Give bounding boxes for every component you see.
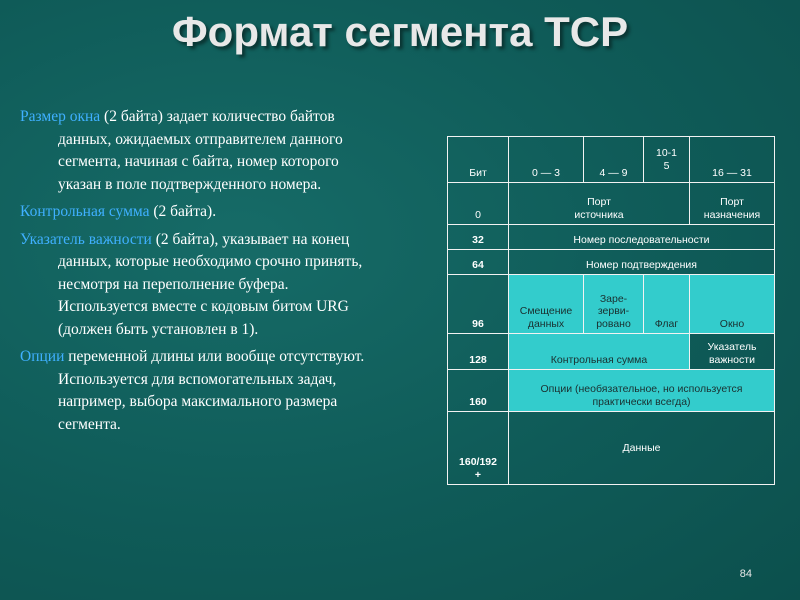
- table-row: [448, 183, 775, 225]
- sequence-number-cell: Номер последовательности: [509, 225, 775, 250]
- paragraph-urgent-pointer: [20, 229, 380, 342]
- table-row: [448, 334, 775, 370]
- header-bits-0-3: 0 — 3: [509, 137, 584, 183]
- slide-title: Формат сегмента TCP: [171, 8, 629, 55]
- table-row: [448, 275, 775, 334]
- data-offset-cell: Смещение данных: [509, 275, 584, 334]
- paragraph-options: [20, 346, 380, 436]
- source-port-cell: Порт источника: [509, 183, 690, 225]
- row-bit-number: 32: [448, 225, 509, 250]
- desc-options: переменной длины или вообще отсутствуют. Используется для вспомогательных задач, например, выбора максимального размера сегмента.: [58, 348, 365, 433]
- header-bits-10-15: 10-1 5: [644, 137, 690, 183]
- description-text: [20, 106, 380, 441]
- urgent-pointer-cell: Указатель важности: [690, 334, 775, 370]
- table-row: [448, 370, 775, 412]
- options-cell: Опции (необязательное, но используется практически всегда): [509, 370, 775, 412]
- table-header-row: [448, 137, 775, 183]
- table-row: [448, 250, 775, 275]
- tcp-segment-table: [447, 136, 775, 485]
- term-options: Опции: [20, 348, 65, 365]
- desc-window-size: (2 байта) задает количество байтов данных, ожидаемых отправителем данного сегмента, начиная с байта, номер которого указан в поле подтвержденного номера.: [58, 108, 343, 193]
- header-bits-4-9: 4 — 9: [584, 137, 644, 183]
- desc-checksum: (2 байта).: [149, 203, 217, 220]
- term-window-size: Размер окна: [20, 108, 105, 125]
- data-cell: Данные: [509, 412, 775, 485]
- row-bit-number: 64: [448, 250, 509, 275]
- header-bits-16-31: 16 — 31: [690, 137, 775, 183]
- desc-urgent-pointer: (2 байта), указывает на конец данных, которые необходимо срочно принять, несмотря на переполнение буфера. Используется вместе с кодовым битом URG (должен быть установлен в 1).: [58, 230, 363, 338]
- header-bit: Бит: [448, 137, 509, 183]
- page-number: 84: [739, 568, 752, 580]
- destination-port-cell: Порт назначения: [690, 183, 775, 225]
- row-bit-number: 160/192 +: [448, 412, 509, 485]
- window-cell: Окно: [690, 275, 775, 334]
- row-bit-number: 0: [448, 183, 509, 225]
- term-urgent-pointer: Указатель важности: [20, 230, 152, 248]
- paragraph-checksum: [20, 201, 380, 224]
- row-bit-number: 96: [448, 275, 509, 334]
- paragraph-window-size: [20, 106, 380, 196]
- row-bit-number: 128: [448, 334, 509, 370]
- table-row: [448, 225, 775, 250]
- row-bit-number: 160: [448, 370, 509, 412]
- term-checksum: Контрольная сумма: [20, 203, 150, 220]
- checksum-cell: Контрольная сумма: [509, 334, 690, 370]
- flags-cell: Флаг: [644, 275, 690, 334]
- reserved-cell: Заре- зерви- ровано: [584, 275, 644, 334]
- table-row: [448, 412, 775, 485]
- acknowledgment-number-cell: Номер подтверждения: [509, 250, 775, 275]
